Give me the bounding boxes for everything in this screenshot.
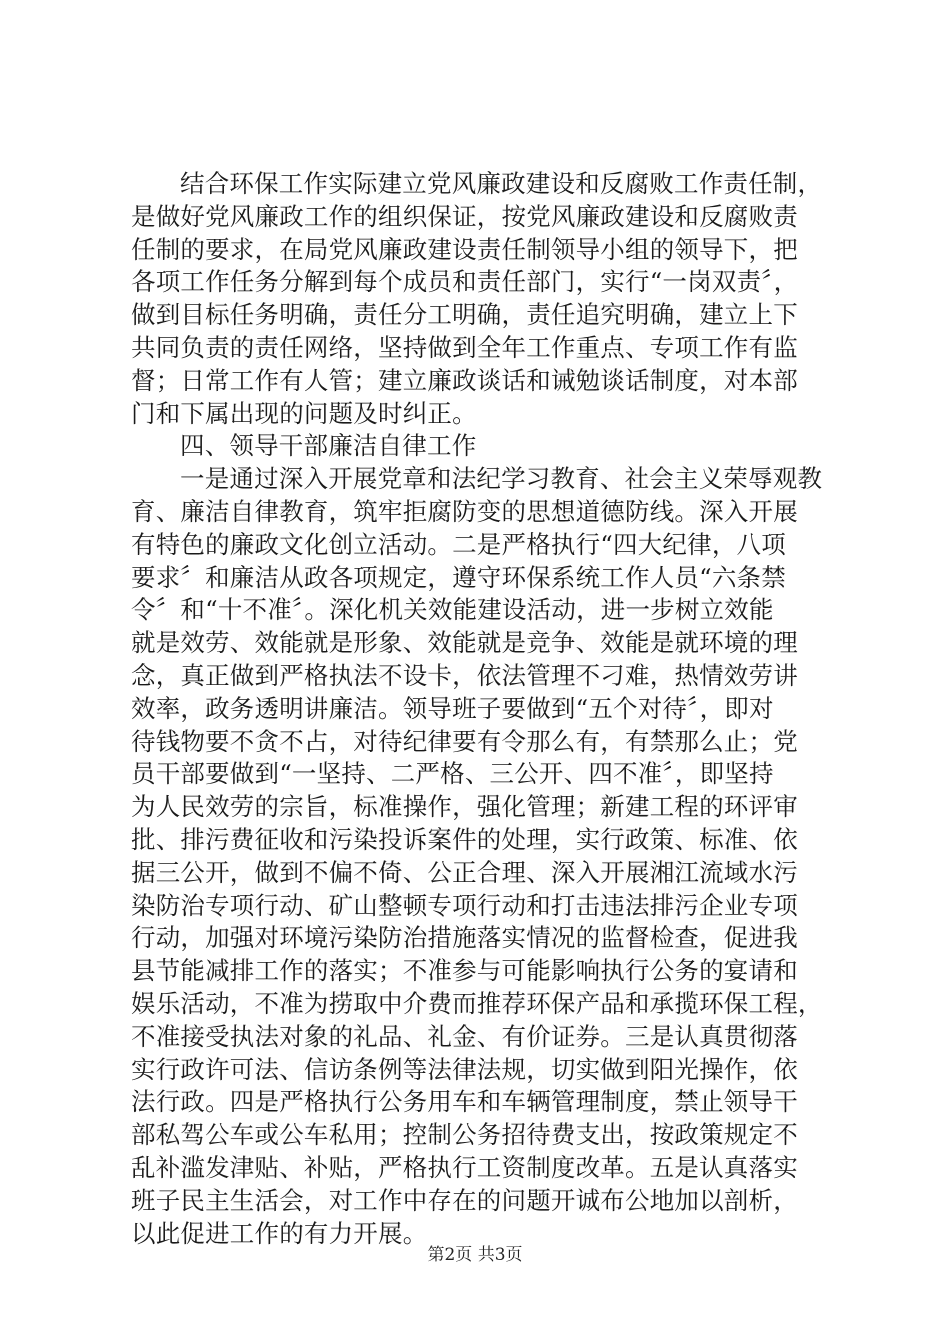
paragraph-line: 县节能减排工作的落实；不准参与可能影响执行公务的宴请和 — [131, 956, 798, 986]
paragraph-line: 结合环保工作实际建立党风廉政建设和反腐败工作责任制， — [180, 169, 823, 198]
paragraph-line: 以此促进工作的有力开展。 — [131, 1218, 428, 1248]
paragraph-line: 班子民主生活会，对工作中存在的问题开诚布公地加以剖析， — [131, 1185, 798, 1215]
paragraph-line: 督；日常工作有人管；建立廉政谈话和诫勉谈话制度，对本部 — [131, 365, 798, 395]
paragraph-line: 娱乐活动，不准为捞取中介费而推荐环保产品和承揽环保工程， — [131, 988, 823, 1018]
document-body — [131, 168, 831, 1250]
paragraph-line: 共同负责的责任网络，坚持做到全年工作重点、专项工作有监 — [131, 332, 798, 362]
paragraph-line: 乱补滥发津贴、补贴，严格执行工资制度改革。五是认真落实 — [131, 1152, 798, 1182]
paragraph-line: 部私驾公车或公车私用；控制公务招待费支出，按政策规定不 — [131, 1120, 798, 1150]
page-number-footer: 第2页 共3页 — [427, 1245, 523, 1265]
paragraph-line: 是做好党风廉政工作的组织保证，按党风廉政建设和反腐败责 — [131, 201, 798, 231]
paragraph-line: 门和下属出现的问题及时纠正。 — [131, 398, 477, 428]
paragraph-line: 要求〞和廉洁从政各项规定，遵守环保系统工作人员“六条禁 — [131, 562, 786, 592]
paragraph-line: 为人民效劳的宗旨，标准操作，强化管理；新建工程的环评审 — [131, 792, 798, 822]
paragraph-line: 令〞和“十不准〞。深化机关效能建设活动，进一步树立效能 — [131, 595, 774, 625]
paragraph-line: 效率，政务透明讲廉洁。领导班子要做到“五个对待〞，即对 — [131, 693, 774, 723]
paragraph-line: 一是通过深入开展党章和法纪学习教育、社会主义荣辱观教 — [180, 464, 823, 494]
paragraph-line: 染防治专项行动、矿山整顿专项行动和打击违法排污企业专项 — [131, 890, 798, 920]
paragraph-line: 行动，加强对环境污染防治措施落实情况的监督检查，促进我 — [131, 923, 798, 953]
paragraph-line: 不准接受执法对象的礼品、礼金、有价证券。三是认真贯彻落 — [131, 1021, 798, 1051]
paragraph-line: 实行政许可法、信访条例等法律法规，切实做到阳光操作，依 — [131, 1054, 798, 1084]
paragraph-line: 据三公开，做到不偏不倚、公正合理、深入开展湘江流域水污 — [131, 857, 798, 887]
section-heading: 四、领导干部廉洁自律工作 — [180, 431, 477, 461]
paragraph-line: 待钱物要不贪不占，对待纪律要有令那么有，有禁那么止；党 — [131, 726, 798, 756]
paragraph-line: 育、廉洁自律教育，筑牢拒腐防变的思想道德防线。深入开展 — [131, 496, 798, 526]
paragraph-line: 有特色的廉政文化创立活动。二是严格执行“四大纪律，八项 — [131, 529, 786, 559]
paragraph-line: 法行政。四是严格执行公务用车和车辆管理制度，禁止领导干 — [131, 1087, 798, 1117]
paragraph-line: 任制的要求，在局党风廉政建设责任制领导小组的领导下，把 — [131, 234, 798, 264]
paragraph-line: 各项工作任务分解到每个成员和责任部门，实行“一岗双责〞， — [131, 267, 799, 297]
paragraph-line: 员干部要做到“一坚持、二严格、三公开、四不准〞，即坚持 — [131, 759, 774, 789]
paragraph-line: 就是效劳、效能就是形象、效能就是竞争、效能是就环境的理 — [131, 628, 798, 658]
paragraph-line: 做到目标任务明确，责任分工明确，责任追究明确，建立上下 — [131, 300, 798, 330]
paragraph-line: 批、排污费征收和污染投诉案件的处理，实行政策、标准、依 — [131, 824, 798, 854]
paragraph-line: 念，真正做到严格执法不设卡，依法管理不刁难，热情效劳讲 — [131, 660, 798, 690]
